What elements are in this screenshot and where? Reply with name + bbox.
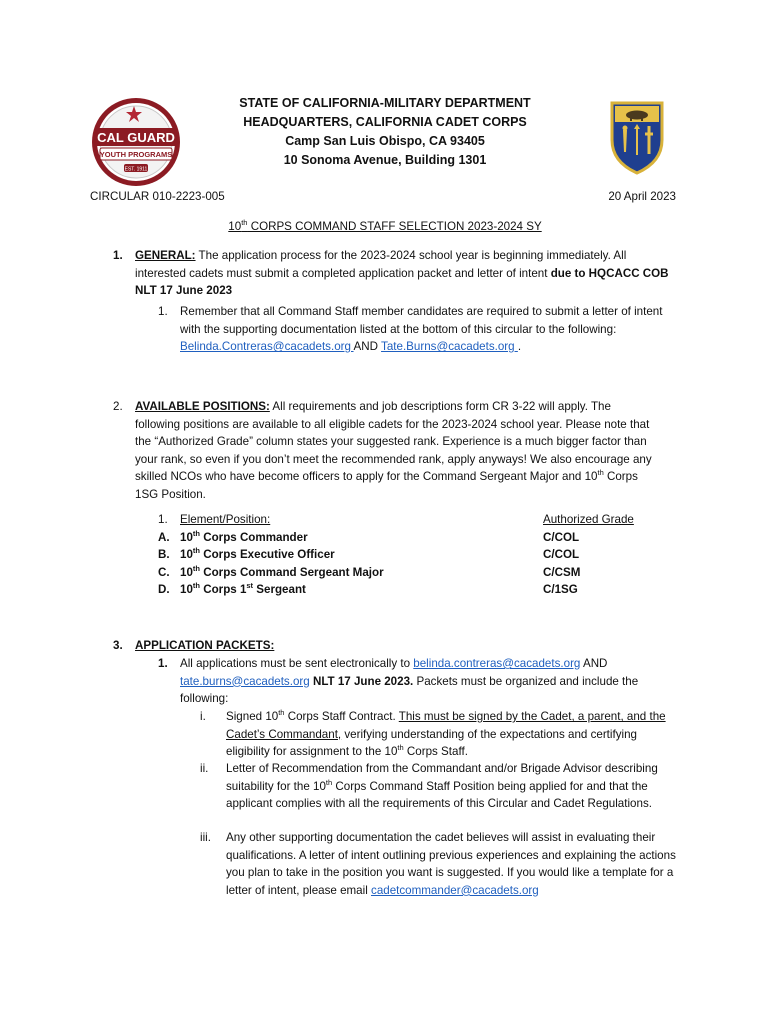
section-number: 1. [113, 249, 123, 262]
general-sub-item: 1. Remember that all Command Staff member candidates are required to submit a letter of intent with the supporting documentation listed at the bottom of this circular to the following: Belinda.Contreras@cacadets.org AND Tate.Burns@cacadets.org . [158, 305, 663, 354]
positions-table-header: 1. Element/Position: Authorized Grade [158, 511, 658, 529]
logo-text-band: YOUTH PROGRAMS [99, 150, 173, 159]
grade-cell: C/1SG [543, 583, 578, 597]
grade-cell: C/COL [543, 530, 580, 544]
section-heading: APPLICATION PACKETS: [135, 639, 275, 652]
letterhead-line-3: Camp San Luis Obispo, CA 93405 [285, 134, 485, 148]
circular-number: CIRCULAR 010-2223-005 [90, 190, 225, 203]
column-header-grade: Authorized Grade [543, 513, 634, 526]
cal-guard-logo [90, 96, 182, 188]
section-number: 3. [113, 639, 123, 652]
letterhead [175, 94, 595, 170]
letterhead-line-2: HEADQUARTERS, CALIFORNIA CADET CORPS [243, 115, 527, 129]
email-link-contreras[interactable]: Belinda.Contreras@cacadets.org [180, 340, 354, 354]
email-link-burns[interactable]: Tate.Burns@cacadets.org [381, 340, 518, 354]
grade-cell: C/COL [543, 548, 580, 562]
table-row: D. 10th Corps 1st Sergeant C/1SG [158, 581, 658, 599]
signature-requirement: This must be signed by the Cadet, a parent, and the Cadet’s Commandant, [226, 710, 666, 741]
section-number: 2. [113, 400, 123, 413]
table-row: C. 10th Corps Command Sergeant Major C/CSM [158, 564, 658, 582]
packets-sub-item: 1. All applications must be sent electronically to belinda.contreras@cacadets.org AND tate.burns@cacadets.org NLT 17 June 2023. Packets must be organized and include the following: [158, 657, 639, 706]
packet-item: i. Signed 10th Corps Staff Contract. This must be signed by the Cadet, a parent, and the Cadet’s Commandant, verifying understanding of the expectations and certifying eligibility for assignment to the 10th Corps Staff. [200, 708, 666, 759]
letterhead-line-1: STATE OF CALIFORNIA-MILITARY DEPARTMENT [239, 96, 531, 110]
cadet-corps-shield-logo [609, 100, 665, 176]
packet-item: ii. Letter of Recommendation from the Commandant and/or Brigade Advisor describing suitability for the 10th Corps Command Staff Position being applied for and that the applicant complies with all the requirements of this Circular and Cadet Regulations. [200, 762, 658, 811]
table-row: A. 10th Corps Commander C/COL [158, 529, 658, 547]
email-link-contreras[interactable]: belinda.contreras@cacadets.org [413, 657, 581, 670]
packet-item: iii. Any other supporting documentation the cadet believes will assist in evaluating their qualifications. A letter of intent outlining previous experiences and explaining the actions you plan to take in the position you want is suggested. If you would like a template for a letter of intent, please email cadetcommander@cacadets.org [200, 831, 676, 897]
circular-date: 20 April 2023 [608, 190, 676, 203]
section-positions: 2. AVAILABLE POSITIONS: All requirements and job descriptions form CR 3-22 will apply. The following positions are available to all eligible cadets for the 2023-2024 school year. Please note that the “Authorized Grade” column states your suggested rank. Experience is a much bigger factor than your rank, so even if you don’t meet the recommended rank, apply anyways! We also encourage any skilled NCOs who have become officers to apply for the Command Sergeant Major and 10th Corps 1SG Position. [113, 398, 673, 504]
column-header-element: Element/Position: [180, 513, 271, 526]
logo-text-top: CAL GUARD [97, 130, 175, 145]
email-link-burns[interactable]: tate.burns@cacadets.org [180, 674, 310, 688]
logo-text-est: EST. 1911 [124, 166, 148, 173]
grade-cell: C/CSM [543, 565, 581, 579]
section-heading: AVAILABLE POSITIONS: [135, 400, 270, 413]
section-general: 1. GENERAL: The application process for the 2023-2024 school year is beginning immediately. All interested cadets must submit a completed application packet and letter of intent due to HQCACC COB NLT 17 June 2023 [113, 247, 673, 300]
positions-table [158, 511, 658, 599]
section-packets [113, 637, 673, 655]
letterhead-line-4: 10 Sonoma Avenue, Building 1301 [283, 153, 487, 167]
document-title: 10th CORPS COMMAND STAFF SELECTION 2023-2024 SY [228, 218, 542, 233]
section-heading: GENERAL: [135, 249, 196, 262]
table-row: B. 10th Corps Executive Officer C/COL [158, 546, 658, 564]
email-link-cadetcommander[interactable]: cadetcommander@cacadets.org [371, 883, 539, 897]
due-date-notice: due to HQCACC COB NLT 17 June 2023 [135, 266, 669, 298]
